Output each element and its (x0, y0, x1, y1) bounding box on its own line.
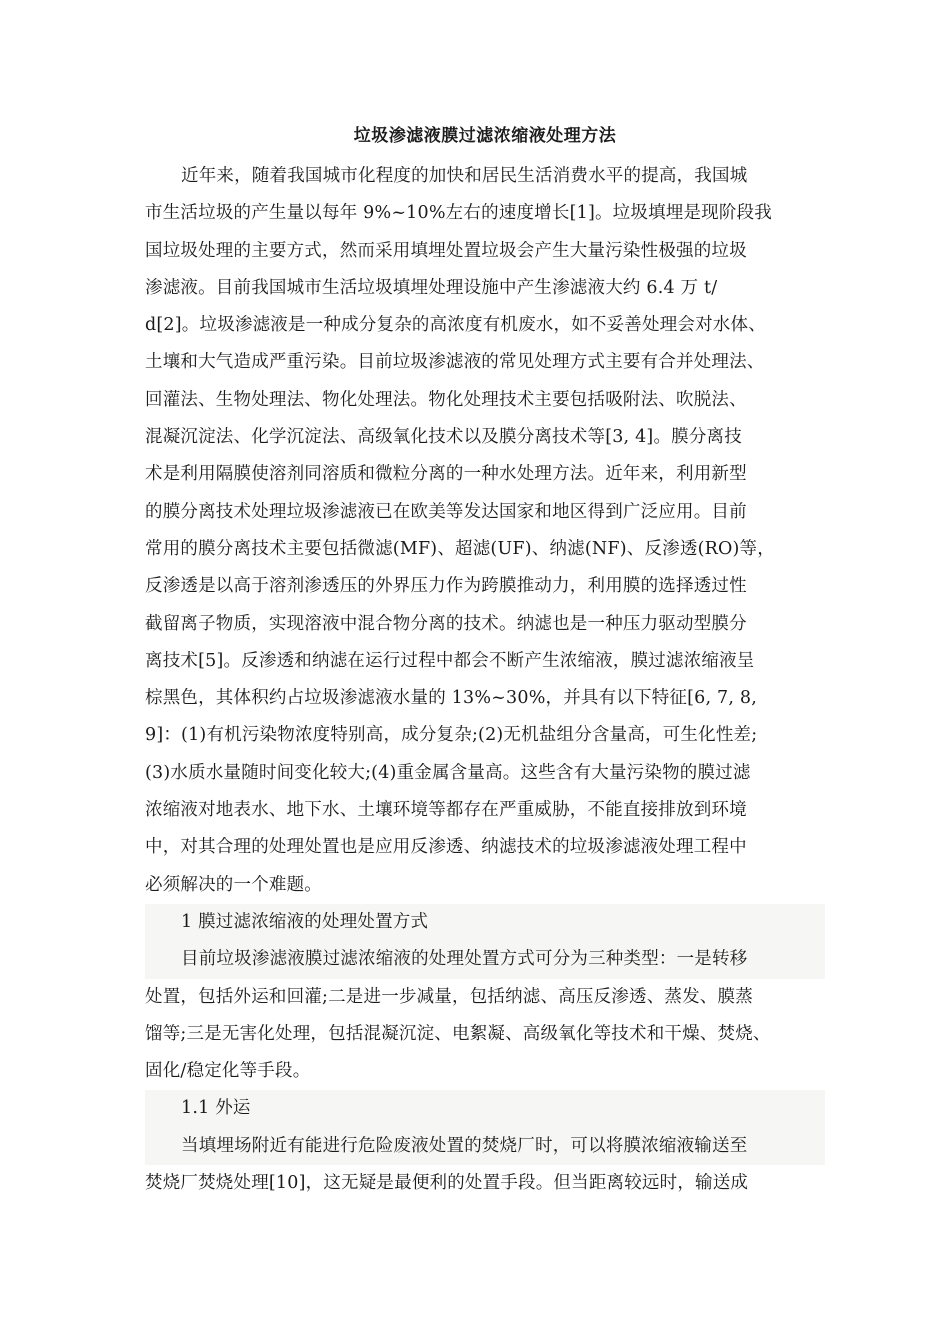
paragraph-line: 焚烧厂焚烧处理[10]，这无疑是最便利的处置手段。但当距离较远时，输送成 (145, 1173, 749, 1194)
paragraph-line: 国垃圾处理的主要方式，然而采用填埋处置垃圾会产生大量污染性极强的垃圾 (145, 240, 747, 261)
paragraph-line: 馏等;三是无害化处理，包括混凝沉淀、电絮凝、高级氧化等技术和干燥、焚烧、 (145, 1023, 771, 1044)
paragraph-line: 术是利用隔膜使溶剂同溶质和微粒分离的一种水处理方法。近年来，利用新型 (145, 464, 747, 485)
paragraph-line: 处置，包括外运和回灌;二是进一步减量，包括纳滤、高压反渗透、蒸发、膜蒸 (145, 986, 753, 1007)
paragraph-line: 浓缩液对地表水、地下水、土壤环境等都存在严重威胁，不能直接排放到环境 (145, 800, 747, 821)
paragraph-line: 市生活垃圾的产生量以每年 9%~10%左右的速度增长[1]。垃圾填埋是现阶段我 (145, 203, 772, 224)
paragraph-line: 的膜分离技术处理垃圾渗滤液已在欧美等发达国家和地区得到广泛应用。目前 (145, 501, 747, 522)
paragraph-line: 9]：(1)有机污染物浓度特别高，成分复杂;(2)无机盐组分含量高，可生化性差; (145, 725, 758, 746)
paragraph-line: 混凝沉淀法、化学沉淀法、高级氧化技术以及膜分离技术等[3, 4]。膜分离技 (145, 427, 742, 448)
paragraph-line: 截留离子物质，实现溶液中混合物分离的技术。纳滤也是一种压力驱动型膜分 (145, 613, 747, 634)
paragraph-line: 目前垃圾渗滤液膜过滤浓缩液的处理处置方式可分为三种类型：一是转移 (145, 941, 825, 978)
document-title: 垃圾渗滤液膜过滤浓缩液处理方法 (353, 126, 617, 146)
paragraph-line: 棕黑色，其体积约占垃圾渗滤液水量的 13%~30%，并具有以下特征[6, 7, 8, (145, 688, 757, 709)
subsection-heading: 1.1 外运 (145, 1090, 825, 1127)
paragraph-line: 土壤和大气造成严重污染。目前垃圾渗滤液的常见处理方式主要有合并处理法、 (145, 352, 765, 373)
paragraph-line: 渗滤液。目前我国城市生活垃圾填埋处理设施中产生渗滤液大约 6.4 万 t/ (145, 277, 718, 298)
paragraph-line: 固化/稳定化等手段。 (145, 1061, 311, 1082)
paragraph-line: d[2]。垃圾渗滤液是一种成分复杂的高浓度有机废水，如不妥善处理会对水体、 (145, 315, 766, 336)
section-heading: 1 膜过滤浓缩液的处理处置方式 (145, 904, 825, 941)
paragraph-line: 回灌法、生物处理法、物化处理法。物化处理技术主要包括吸附法、吹脱法、 (145, 389, 747, 410)
paragraph-line: 近年来，随着我国城市化程度的加快和居民生活消费水平的提高，我国城 (181, 166, 748, 186)
paragraph-line: 当填埋场附近有能进行危险废液处置的焚烧厂时，可以将膜浓缩液输送至 (145, 1128, 825, 1165)
paragraph-line: 离技术[5]。反渗透和纳滤在运行过程中都会不断产生浓缩液，膜过滤浓缩液呈 (145, 650, 755, 671)
paragraph-line: 中，对其合理的处理处置也是应用反渗透、纳滤技术的垃圾渗滤液处理工程中 (145, 837, 747, 858)
document-body (145, 124, 825, 1202)
paragraph-line: (3)水质水量随时间变化较大;(4)重金属含量高。这些含有大量污染物的膜过滤 (145, 762, 751, 783)
paragraph-line: 反渗透是以高于溶剂渗透压的外界压力作为跨膜推动力，利用膜的选择透过性 (145, 576, 747, 597)
paragraph-line: 常用的膜分离技术主要包括微滤(MF)、超滤(UF)、纳滤(NF)、反渗透(RO)等， (145, 538, 775, 559)
paragraph-line: 必须解决的一个难题。 (145, 874, 322, 895)
